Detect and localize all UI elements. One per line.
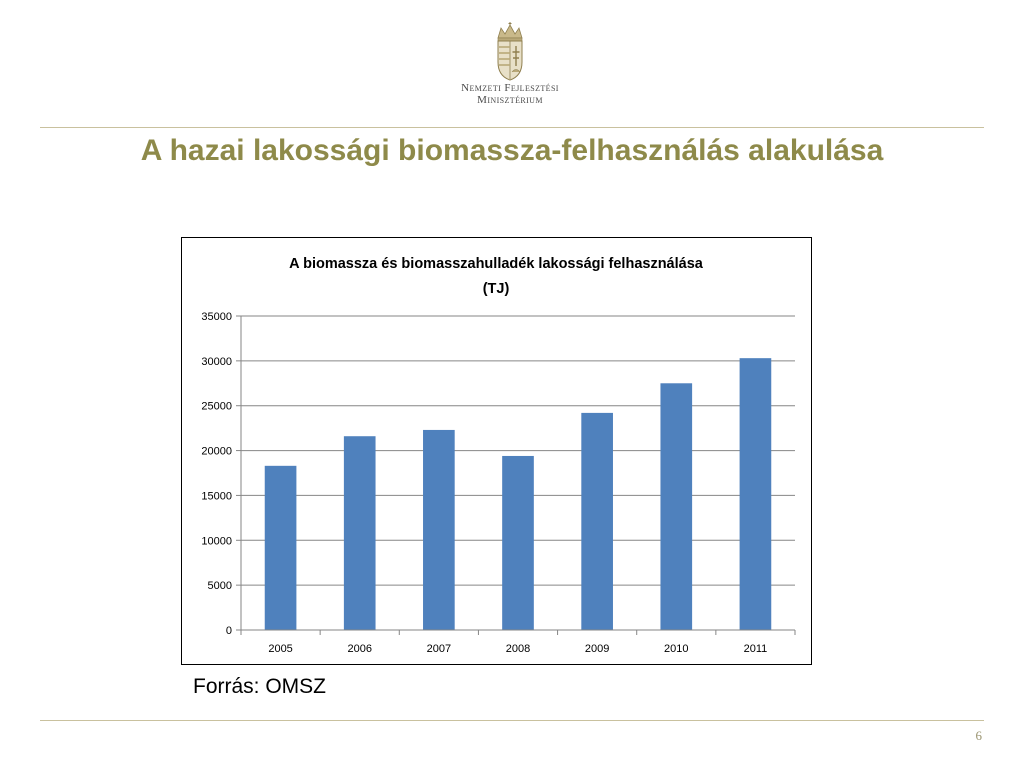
x-tick-label-2005: 2005	[268, 643, 293, 655]
ministry-name-line2: Minisztérium	[477, 94, 543, 106]
y-tick-label-20000: 20000	[201, 445, 232, 458]
bar-2010	[660, 383, 692, 630]
bar-2006	[344, 436, 376, 630]
header-divider	[40, 127, 984, 128]
bar-2008	[502, 456, 534, 630]
footer-divider	[40, 720, 984, 721]
y-tick-label-5000: 5000	[207, 580, 232, 593]
bar-chart	[182, 238, 811, 664]
bar-2007	[423, 430, 455, 630]
chart-title-line2: (TJ)	[482, 281, 510, 297]
x-tick-label-2011: 2011	[743, 643, 768, 655]
page-number: 6	[975, 728, 982, 743]
coat-of-arms-icon	[493, 22, 527, 82]
y-tick-label-10000: 10000	[201, 535, 232, 548]
ministry-logo	[440, 22, 580, 118]
bar-2011	[740, 358, 772, 630]
x-tick-label-2007: 2007	[426, 643, 452, 655]
x-tick-label-2009: 2009	[584, 643, 610, 655]
y-tick-label-15000: 15000	[201, 490, 232, 503]
bar-2009	[581, 413, 613, 630]
y-tick-label-0: 0	[225, 625, 232, 637]
slide-title: A hazai lakossági biomassza-felhasználás alakulása	[140, 134, 884, 167]
chart-title-line1: A biomassza és biomasszahulladék lakossági felhasználása	[289, 256, 703, 272]
source-note: Forrás: OMSZ	[193, 675, 327, 698]
x-tick-label-2006: 2006	[347, 643, 372, 655]
y-tick-label-35000: 35000	[201, 311, 232, 323]
y-tick-label-25000: 25000	[201, 400, 232, 413]
x-tick-label-2010: 2010	[664, 643, 689, 655]
ministry-name-line1: Nemzeti Fejlesztési	[461, 82, 559, 94]
y-tick-label-30000: 30000	[201, 355, 232, 368]
chart-container	[181, 237, 812, 665]
x-tick-label-2008: 2008	[505, 643, 531, 655]
bar-2005	[265, 466, 297, 630]
